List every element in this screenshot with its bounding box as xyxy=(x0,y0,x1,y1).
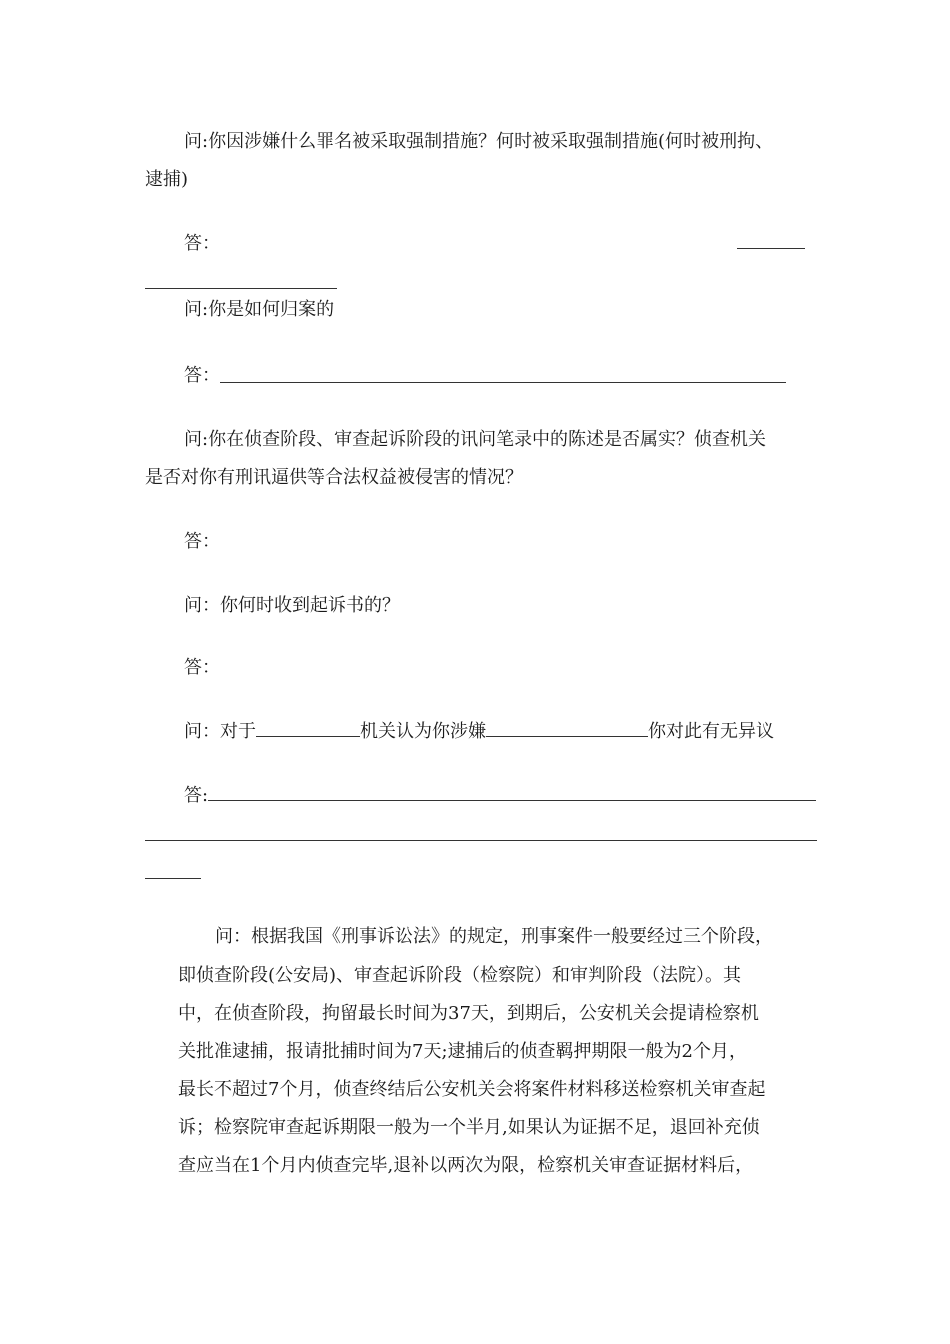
question-6-line-1: 问：根据我国《刑事诉讼法》的规定，刑事案件一般要经过三个阶段， xyxy=(215,926,773,947)
answer-3-label: 答： xyxy=(184,531,220,552)
answer-1-label: 答： xyxy=(184,233,220,254)
answer-5-underline-b xyxy=(145,840,817,841)
question-1-line-2: 逮捕) xyxy=(145,169,189,190)
answer-2-underline xyxy=(220,382,786,383)
question-6-line-4: 关批准逮捕，报请批捕时间为7天;逮捕后的侦查羁押期限一般为2个月， xyxy=(178,1041,747,1062)
question-3-line-2: 是否对你有刑讯逼供等合法权益被侵害的情况？ xyxy=(145,467,523,488)
answer-1-underline-a xyxy=(737,248,805,249)
question-2: 问:你是如何归案的 xyxy=(184,299,335,320)
question-5-part-3: 你对此有无异议 xyxy=(648,721,774,742)
question-6-line-5: 最长不超过7个月，侦查终结后公安机关会将案件材料移送检察机关审查起 xyxy=(178,1079,766,1100)
question-3-line-1: 问:你在侦查阶段、审查起诉阶段的讯问笔录中的陈述是否属实？侦查机关 xyxy=(184,429,767,450)
question-5-part-2: 机关认为你涉嫌 xyxy=(360,721,486,742)
answer-5-label: 答: xyxy=(184,785,209,806)
question-6-line-2: 即侦查阶段(公安局)、审查起诉阶段（检察院）和审判阶段（法院）。其 xyxy=(178,965,742,986)
answer-1-underline-b xyxy=(145,288,337,289)
question-1-line-1: 问:你因涉嫌什么罪名被采取强制措施？何时被采取强制措施(何时被刑拘、 xyxy=(184,131,774,152)
question-6-line-6: 诉；检察院审查起诉期限一般为一个半月,如果认为证据不足，退回补充侦 xyxy=(178,1117,760,1138)
question-6-line-7: 查应当在1个月内侦查完毕,退补以两次为限，检察机关审查证据材料后， xyxy=(178,1155,754,1176)
question-5-blank-2 xyxy=(486,720,648,737)
question-4: 问：你何时收到起诉书的？ xyxy=(184,595,400,616)
answer-5-underline-a xyxy=(208,800,816,801)
question-5 xyxy=(184,720,774,744)
question-6-line-3: 中，在侦查阶段，拘留最长时间为37天，到期后，公安机关会提请检察机 xyxy=(178,1003,759,1024)
question-5-part-1: 问：对于 xyxy=(184,721,256,742)
answer-4-label: 答： xyxy=(184,657,220,678)
answer-5-underline-c xyxy=(145,878,201,879)
answer-2-label: 答： xyxy=(184,365,220,386)
question-5-blank-1 xyxy=(256,720,360,737)
